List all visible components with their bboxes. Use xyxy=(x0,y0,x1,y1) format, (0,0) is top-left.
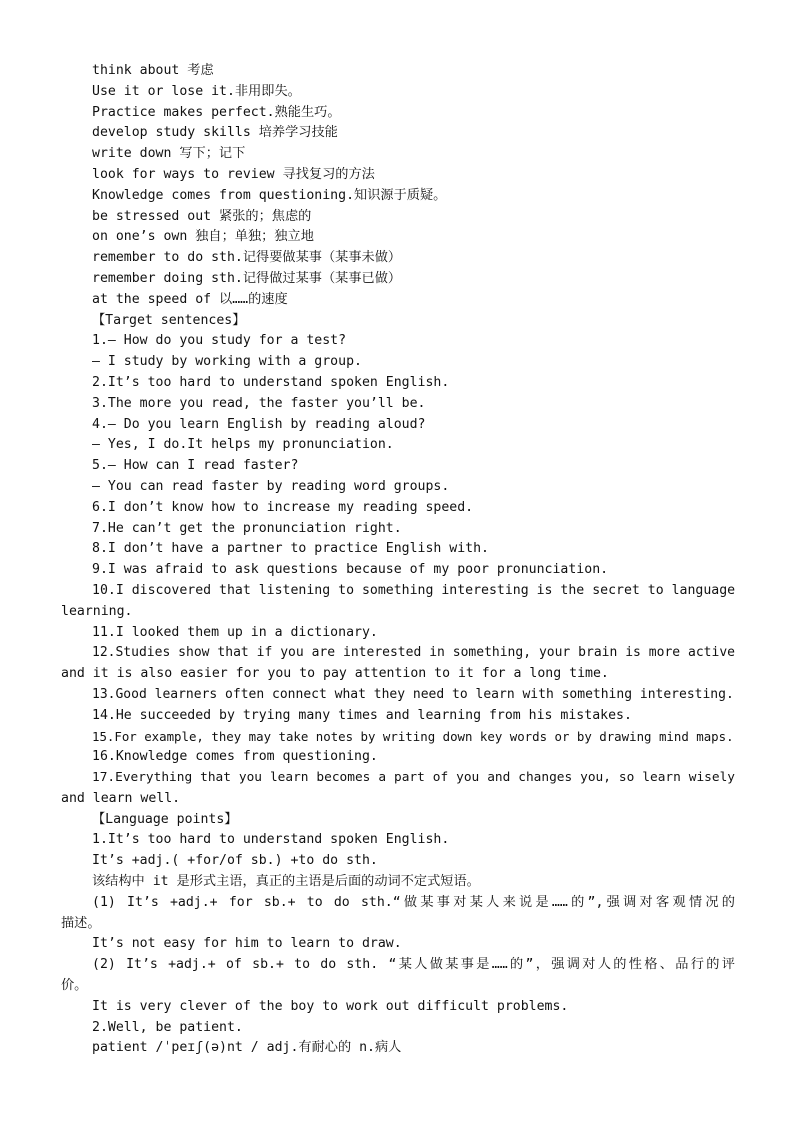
text-line: 14.He succeeded by trying many times and learning from his mistakes. xyxy=(92,707,632,723)
text-line: (2) It’s +adj.+ of sb.+ to do sth. “某人做某事是……的”，强调对人的性格、品行的评 xyxy=(92,957,735,973)
text-line: 10.I discovered that listening to something interesting is the secret to language xyxy=(92,582,735,598)
text-line: 4.— Do you learn English by reading aloud? xyxy=(92,416,426,432)
text-line: It is very clever of the boy to work out difficult problems. xyxy=(92,998,569,1014)
text-line: 3.The more you read, the faster you’ll be. xyxy=(92,395,426,411)
text-line: 11.I looked them up in a dictionary. xyxy=(92,624,378,640)
text-line: — You can read faster by reading word groups. xyxy=(92,478,450,494)
text-line: 2.Well, be patient. xyxy=(92,1019,243,1035)
text-line: — Yes, I do.It helps my pronunciation. xyxy=(92,437,394,453)
text-line: and it is also easier for you to pay attention to it for a long time. xyxy=(61,666,609,682)
text-line: 1.— How do you study for a test? xyxy=(92,333,347,349)
text-line: 12.Studies show that if you are interested in something, your brain is more active xyxy=(92,645,735,661)
text-line: 17.Everything that you learn becomes a part of you and changes you, so learn wisely xyxy=(92,770,735,786)
text-line: 9.I was afraid to ask questions because of my poor pronunciation. xyxy=(92,562,609,578)
text-line: write down 写下；记下 xyxy=(92,146,246,162)
text-line: 5.— How can I read faster? xyxy=(92,458,299,474)
document-body xyxy=(61,61,735,1059)
text-line: It’s +adj.( +for/of sb.) +to do sth. xyxy=(92,853,378,869)
text-line: 该结构中 it 是形式主语，真正的主语是后面的动词不定式短语。 xyxy=(92,874,480,890)
text-line: 13.Good learners often connect what they need to learn with something interesting. xyxy=(92,686,734,702)
text-line: think about 考虑 xyxy=(92,63,214,78)
text-line: look for ways to review 寻找复习的方法 xyxy=(92,166,375,182)
text-line: It’s not easy for him to learn to draw. xyxy=(92,936,402,952)
text-line: Practice makes perfect.熟能生巧。 xyxy=(92,104,341,120)
text-line: 15.For example, they may take notes by writing down key words or by drawing mind maps. xyxy=(92,728,734,744)
text-line: patient /ˈpeɪʃ(ə)nt / adj.有耐心的 n.病人 xyxy=(92,1040,402,1056)
text-line: on one’s own 独自；单独；独立地 xyxy=(92,229,314,245)
text-line: — I study by working with a group. xyxy=(92,354,362,370)
text-line: 【Target sentences】 xyxy=(92,312,246,328)
text-line: 【Language points】 xyxy=(92,811,238,827)
text-line: (1) It’s +adj.+ for sb.+ to do sth.“做某事对某人来说是……的”,强调对客观情况的 xyxy=(92,894,735,910)
text-line: remember to do sth.记得要做某事（某事未做） xyxy=(92,250,402,266)
text-line: Use it or lose it.非用即失。 xyxy=(92,83,301,99)
text-line: 1.It’s too hard to understand spoken English. xyxy=(92,832,450,848)
text-line: be stressed out 紧张的；焦虑的 xyxy=(92,208,312,224)
text-line: 2.It’s too hard to understand spoken English. xyxy=(92,374,450,390)
text-line: and learn well. xyxy=(61,790,181,806)
text-line: develop study skills 培养学习技能 xyxy=(92,125,338,141)
text-line: 价。 xyxy=(61,978,88,994)
text-line: remember doing sth.记得做过某事（某事已做） xyxy=(92,270,402,286)
text-line: 描述。 xyxy=(61,915,101,931)
text-line: at the speed of 以……的速度 xyxy=(92,291,288,307)
text-line: 8.I don’t have a partner to practice English with. xyxy=(92,541,489,557)
text-line: Knowledge comes from questioning.知识源于质疑。 xyxy=(92,187,447,203)
text-line: 7.He can’t get the pronunciation right. xyxy=(92,520,402,536)
text-line: 6.I don’t know how to increase my reading speed. xyxy=(92,499,474,515)
text-line: 16.Knowledge comes from questioning. xyxy=(92,749,378,765)
text-line: learning. xyxy=(61,603,133,619)
